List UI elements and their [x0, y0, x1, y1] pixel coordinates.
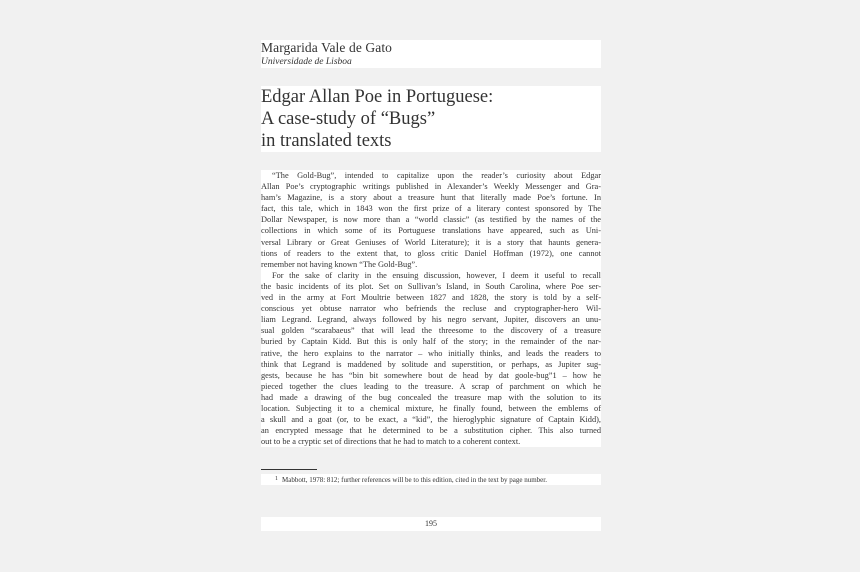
body-line: fact, this tale, which in 1843 won the first prize of a literary contest sponsored by The — [261, 204, 601, 214]
body-line: Dollar Newspaper, is now more than a “world classic” (as testified by the names of the — [261, 215, 601, 225]
footnote-number: 1 — [275, 476, 278, 482]
author-name: Margarida Vale de Gato — [261, 40, 601, 56]
body-line: ham’s Magazine, is a story about a treasure hunt that literally made Poe’s fortune. In — [261, 193, 601, 203]
body-text — [261, 170, 601, 447]
body-line: pieced together the clues leading to the treasure. A scrap of parchment on which he — [261, 381, 601, 391]
page-number: 195 — [261, 517, 601, 531]
title-line: Edgar Allan Poe in Portuguese: — [261, 87, 494, 107]
body-line: “The Gold-Bug”, intended to capitalize upon the reader’s curiosity about Edgar — [272, 171, 601, 180]
body-line: out to be a cryptic set of directions that he had to match to a coherent context. — [261, 437, 521, 447]
title-line: in translated texts — [261, 131, 392, 151]
body-line: For the sake of clarity in the ensuing discussion, however, I deem it useful to recall — [272, 270, 601, 280]
body-line: tions of readers to the extent that, to gloss critic Daniel Hoffman (1972), one cannot — [261, 248, 601, 258]
body-line: a skull and a goat (or, to be exact, a “kid”, the hieroglyphic signature of Captain Kidd), — [261, 415, 601, 425]
body-line: ved in the army at Fort Moultrie between 1827 and 1828, the story is told by a self- — [261, 293, 601, 303]
title-line: A case-study of “Bugs” — [261, 109, 436, 129]
body-line: the basic incidents of its plot. Set on Sullivan’s Island, in South Carolina, where Poe ser- — [261, 281, 601, 291]
body-line: gests, because he has “bin bit somewhere bout de head by dat goole-bug”1 – how he — [261, 370, 601, 380]
body-line: an encrypted message that he determined to be a substitution cipher. This also turned — [261, 426, 601, 436]
footnote-text: Mabbott, 1978: 812; further references will be to this edition, cited in the text by page number. — [282, 476, 547, 484]
body-line: sual golden “scarabaeus” that will lead the threesome to the discovery of a treasure — [261, 326, 601, 336]
body-line: buried by Captain Kidd. But this is only half of the story; in the remainder of the nar- — [261, 337, 601, 347]
footnote — [261, 474, 601, 485]
body-line: had made a drawing of the bug concealed the treasure map with the solution to its — [261, 392, 601, 402]
body-line: remember not having known “The Gold-Bug”. — [261, 259, 418, 269]
body-line: conscious yet obtuse narrator who befriends the recluse and cryptographer-hero Wil- — [261, 304, 601, 314]
footnote-divider — [261, 469, 317, 470]
body-line: liam Legrand. Legrand, always followed by his negro servant, Jupiter, discovers an unu- — [261, 315, 601, 325]
article-title — [261, 86, 601, 152]
body-line: versal Library or Great Geniuses of World Literature); it is a story that haunts genera- — [261, 237, 601, 247]
body-line: collections in which some of its Portuguese translations have appeared, such as Uni- — [261, 226, 601, 236]
body-line: Allan Poe’s cryptographic writings published in Alexander’s Weekly Messenger and Gra- — [261, 182, 601, 192]
body-line: think that Legrand is maddened by solitude and superstition, or perhaps, as Jupiter sug- — [261, 359, 601, 369]
body-line: rative, the hero explains to the narrator – who initially thinks, and leads the readers to — [261, 348, 601, 358]
body-line: location. Subjecting it to a chemical mixture, he finally found, between the emblems of — [261, 403, 601, 413]
author-affiliation: Universidade de Lisboa — [261, 56, 601, 68]
